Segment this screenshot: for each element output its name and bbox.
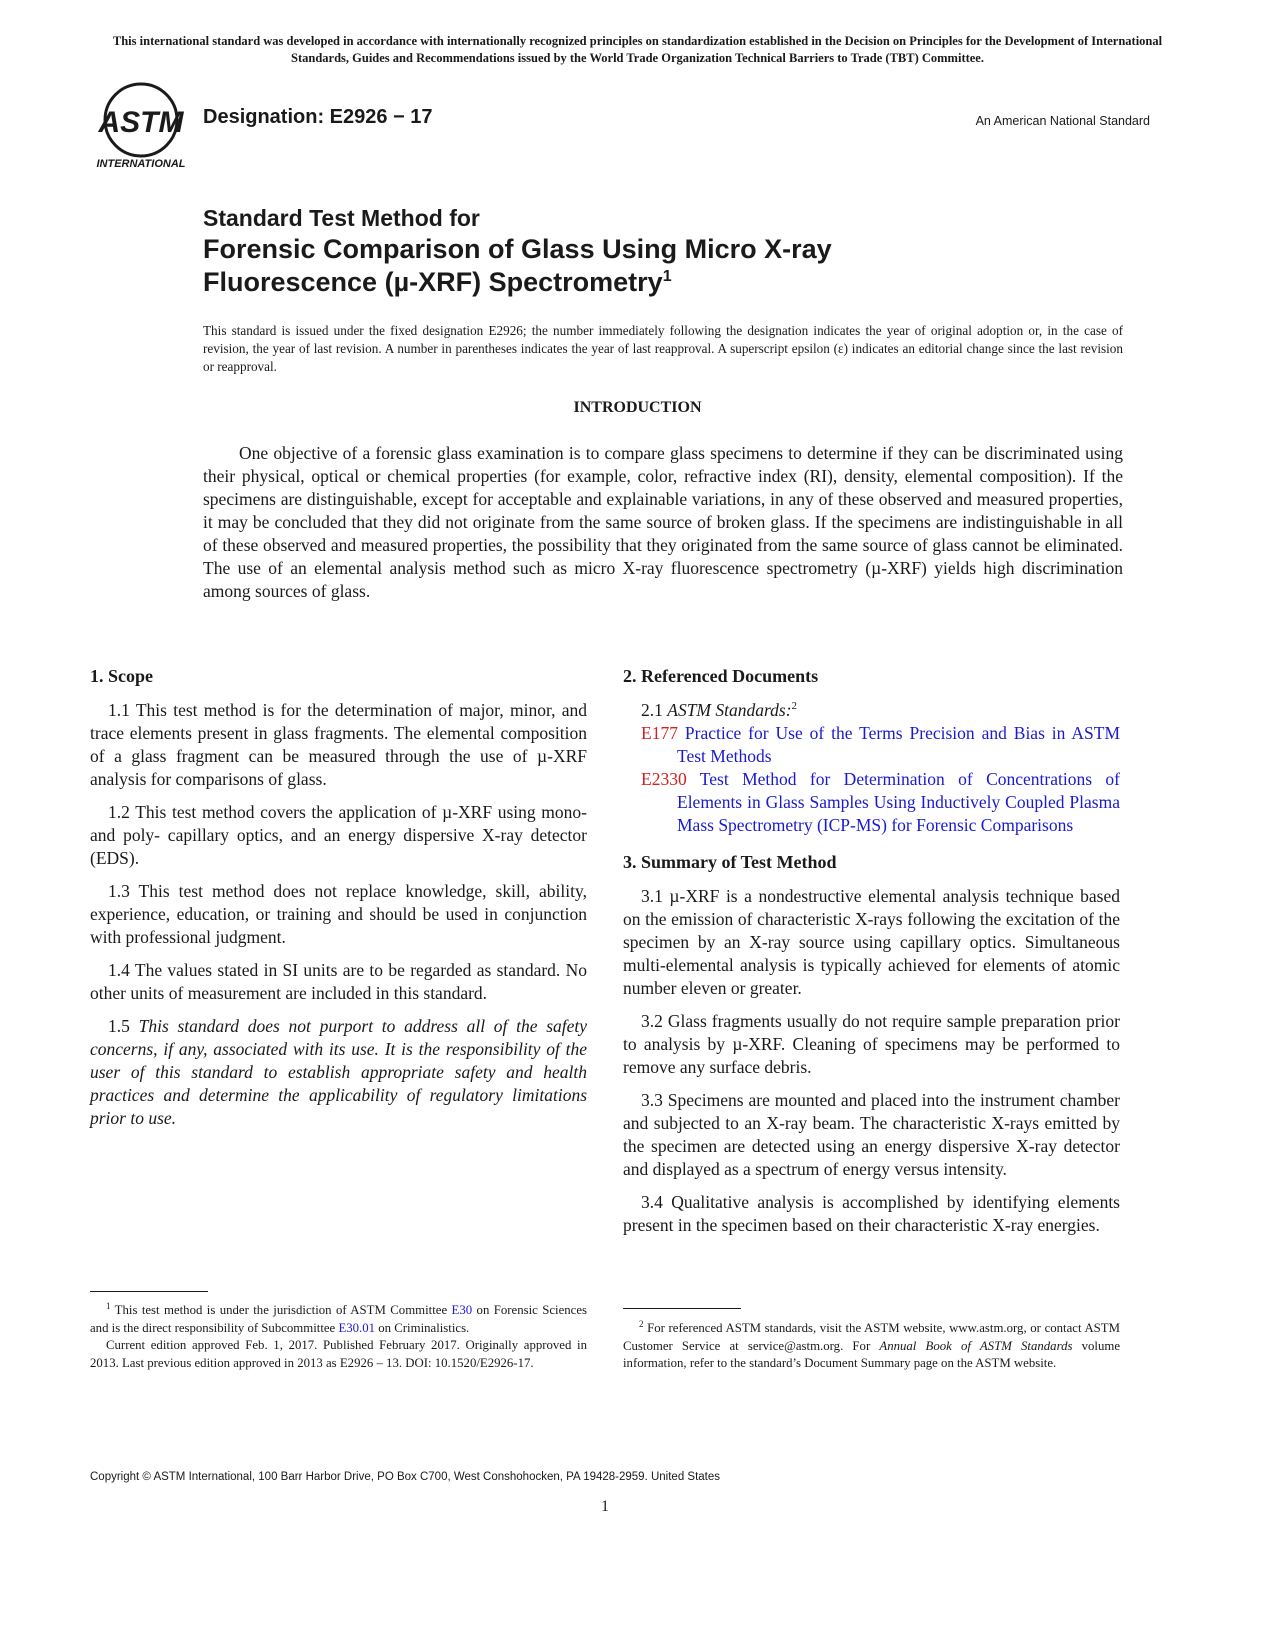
summary-3-4: 3.4 Qualitative analysis is accomplished by identifying elements present in the specimen based on their characteristic X-ray energies. (623, 1192, 1120, 1235)
summary-3-1: 3.1 µ-XRF is a nondestructive elemental analysis technique based on the emission of characteristic X-rays following the excitation of the specimen by an X-ray source using capillary optics. Simultaneous multi-elemental analysis is typically achieved for elements of atomic number eleven or greater. (623, 886, 1120, 998)
designation: Designation: E2926 − 17 (203, 106, 433, 128)
introduction-heading: INTRODUCTION (573, 399, 702, 416)
scope-1-3: 1.3 This test method does not replace knowledge, skill, ability, experience, education, or training and should be used in conjunction with professional judgment. (90, 881, 587, 947)
footnote-1: $^1$ This test method is under the jurisdiction of ASTM Committee E30 on Forensic Sciences and is the direct responsibility of Subcommittee E30.01 on Criminalistics. Current edition approved Feb. 1, 2017. Published February 2017. Originally approved in 2013. Last previous edition approved in 2013 as E2926 – 13. DOI: 10.1520/E2926-17. (90, 1301, 587, 1370)
astm-standards-subheading: 2.1 ASTM Standards:$^2$ (641, 700, 798, 720)
link-e30-01[interactable]: E30.01 (338, 1320, 376, 1335)
title-line-1: Standard Test Method for (203, 205, 480, 231)
scope-1-2: 1.2 This test method covers the application of µ-XRF using mono- and poly- capillary optics, and an energy dispersive X-ray detector (EDS). (90, 802, 587, 868)
svg-text:ASTM: ASTM (98, 106, 184, 139)
right-column (623, 665, 1120, 1247)
referenced-documents-heading: 2. Referenced Documents (623, 666, 819, 686)
footnote-rule-right (623, 1308, 741, 1309)
issue-note: This standard is issued under the fixed designation E2926; the number immediately following the designation indicates the year of original adoption or, in the case of revision, the year of last revision. A number in parentheses indicates the year of last reapproval. A superscript epsilon (ε) indicates an editorial change since the last revision or reapproval. (203, 323, 1123, 374)
left-column (90, 665, 587, 1140)
svg-text:INTERNATIONAL: INTERNATIONAL (96, 158, 186, 170)
footnote-rule-left (90, 1291, 208, 1292)
footnote-2: $^2$ For referenced ASTM standards, visit the ASTM website, www.astm.org, or contact ASTM Customer Service at service@astm.org. For Annual Book of ASTM Standards volume information, refer to the standard’s Document Summary page on the ASTM website. (623, 1319, 1121, 1370)
title-line-2: Forensic Comparison of Glass Using Micro X-ray (203, 234, 832, 264)
astm-logo (93, 82, 193, 174)
scope-1-5: 1.5 This standard does not purport to address all of the safety concerns, if any, associated with its use. It is the responsibility of the user of this standard to establish appropriate safety and health practices and determine the applicability of regulatory limitations prior to use. (90, 1016, 588, 1128)
summary-heading: 3. Summary of Test Method (623, 852, 837, 872)
copyright: Copyright © ASTM International, 100 Barr Harbor Drive, PO Box C700, West Conshohocken, PA 19428-2959. United States (90, 1471, 721, 1483)
document-title (203, 203, 1123, 299)
american-national-standard-label: An American National Standard (975, 114, 1150, 128)
ref-e2330[interactable]: E2330 Test Method for Determination of Concentrations of Elements in Glass Samples Using Inductively Coupled Plasma Mass Spectrometry (ICP-MS) for Forensic Comparisons (641, 769, 1121, 835)
title-footnote-mark: 1 (662, 268, 672, 285)
introduction-text: One objective of a forensic glass examination is to compare glass specimens to determine if they can be discriminated using their physical, optical or chemical properties (for example, color, refractive index (RI), density, elemental composition). If the specimens are distinguishable, except for acceptable and explainable variations, in any of these observed and measured properties, it may be concluded that they did not originate from the same source of broken glass. If the specimens are indistinguishable in all of these observed and measured properties, the possibility that they originated from the same source of glass cannot be eliminated. The use of an elemental analysis method such as micro X-ray fluorescence spectrometry (µ-XRF) yields high discrimination among sources of glass. (203, 443, 1123, 601)
wto-notice: This international standard was developed in accordance with internationally recognized principles on standardization established in the Decision on Principles for the Development of International Standards, Guides and Recommendations issued by the World Trade Organization Technical Barriers to Trade (TBT) Committee. (112, 34, 1163, 65)
link-e30[interactable]: E30 (451, 1303, 473, 1317)
scope-heading: 1. Scope (90, 666, 153, 686)
title-line-3: Fluorescence (µ-XRF) Spectrometry$^1$ (203, 267, 672, 297)
page-number: 1 (601, 1498, 609, 1515)
scope-1-1: 1.1 This test method is for the determination of major, minor, and trace elements present in glass fragments. The elemental composition of a glass fragment can be measured through the use of µ-XRF analysis for comparisons of glass. (90, 700, 587, 789)
ref-e177[interactable]: E177 Practice for Use of the Terms Precision and Bias in ASTM Test Methods (641, 723, 1121, 766)
summary-3-2: 3.2 Glass fragments usually do not require sample preparation prior to analysis by µ-XRF. Cleaning of specimens may be performed to remove any surface debris. (623, 1011, 1120, 1077)
scope-1-4: 1.4 The values stated in SI units are to be regarded as standard. No other units of measurement are included in this standard. (90, 960, 587, 1003)
summary-3-3: 3.3 Specimens are mounted and placed into the instrument chamber and subjected to an X-ray beam. The characteristic X-rays emitted by the specimen are detected using an energy dispersive X-ray detector and displayed as a spectrum of energy versus intensity. (623, 1090, 1120, 1179)
